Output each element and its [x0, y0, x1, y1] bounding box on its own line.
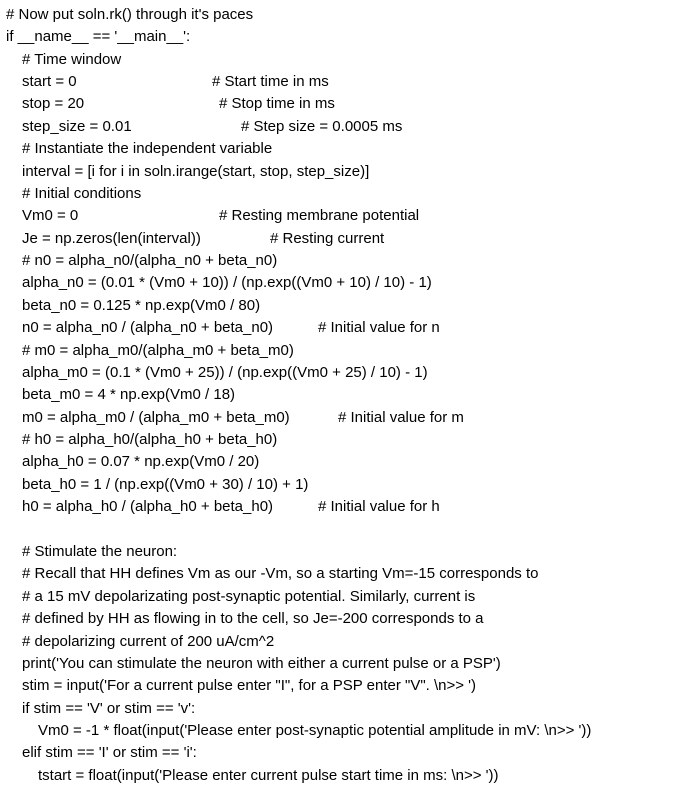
code-line: beta_h0 = 1 / (np.exp((Vm0 + 30) / 10) + 1): [22, 476, 309, 493]
code-line: start = 0: [22, 73, 77, 90]
code-line: step_size = 0.01: [22, 118, 132, 135]
code-line: if stim == 'V' or stim == 'v':: [22, 700, 196, 717]
inline-comment: # Resting membrane potential: [219, 207, 420, 224]
inline-comment: # Step size = 0.0005 ms: [241, 118, 403, 135]
code-line: # Now put soln.rk() through it's paces: [6, 6, 254, 23]
code-line: n0 = alpha_n0 / (alpha_n0 + beta_n0): [22, 319, 274, 336]
code-line: h0 = alpha_h0 / (alpha_h0 + beta_h0): [22, 498, 274, 515]
code-line: # a 15 mV depolarizating post-synaptic potential. Similarly, current is: [22, 588, 476, 605]
code-line: # depolarizing current of 200 uA/cm^2: [22, 633, 275, 650]
code-line: interval = [i for i in soln.irange(start, stop, step_size)]: [22, 163, 370, 180]
inline-comment: # Resting current: [270, 230, 385, 247]
code-line: alpha_n0 = (0.01 * (Vm0 + 10)) / (np.exp((Vm0 + 10) / 10) - 1): [22, 274, 432, 291]
inline-comment: # Stop time in ms: [219, 95, 335, 112]
code-line: if __name__ == '__main__':: [6, 28, 191, 45]
inline-comment: # Initial value for m: [338, 409, 464, 426]
code-line: Je = np.zeros(len(interval)): [22, 230, 201, 247]
code-line: m0 = alpha_m0 / (alpha_m0 + beta_m0): [22, 409, 290, 426]
code-line: # Initial conditions: [22, 185, 142, 202]
code-line: # h0 = alpha_h0/(alpha_h0 + beta_h0): [22, 431, 278, 448]
code-line: print('You can stimulate the neuron with either a current pulse or a PSP'): [22, 655, 501, 672]
code-line: # defined by HH as flowing in to the cell, so Je=-200 corresponds to a: [22, 610, 484, 627]
code-line: elif stim == 'I' or stim == 'i':: [22, 744, 197, 761]
code-line: # Instantiate the independent variable: [22, 140, 273, 157]
code-line: # n0 = alpha_n0/(alpha_n0 + beta_n0): [22, 252, 278, 269]
code-line: Vm0 = 0: [22, 207, 79, 224]
code-line: beta_m0 = 4 * np.exp(Vm0 / 18): [22, 386, 236, 403]
code-line: tstart = float(input('Please enter current pulse start time in ms: \n>> ')): [38, 767, 499, 784]
code-line: alpha_h0 = 0.07 * np.exp(Vm0 / 20): [22, 453, 260, 470]
code-line: beta_n0 = 0.125 * np.exp(Vm0 / 80): [22, 297, 261, 314]
code-line: # Time window: [22, 51, 122, 68]
code-line: # Stimulate the neuron:: [22, 543, 178, 560]
code-line: # Recall that HH defines Vm as our -Vm, so a starting Vm=-15 corresponds to: [22, 565, 539, 582]
code-line: # m0 = alpha_m0/(alpha_m0 + beta_m0): [22, 342, 294, 359]
code-line: Vm0 = -1 * float(input('Please enter post-synaptic potential amplitude in mV: \n>> ')): [38, 722, 592, 739]
inline-comment: # Initial value for n: [318, 319, 440, 336]
inline-comment: # Start time in ms: [212, 73, 329, 90]
inline-comment: # Initial value for h: [318, 498, 440, 515]
code-line: stim = input('For a current pulse enter "I", for a PSP enter "V". \n>> '): [22, 677, 477, 694]
code-line: stop = 20: [22, 95, 85, 112]
code-line: alpha_m0 = (0.1 * (Vm0 + 25)) / (np.exp((Vm0 + 25) / 10) - 1): [22, 364, 428, 381]
